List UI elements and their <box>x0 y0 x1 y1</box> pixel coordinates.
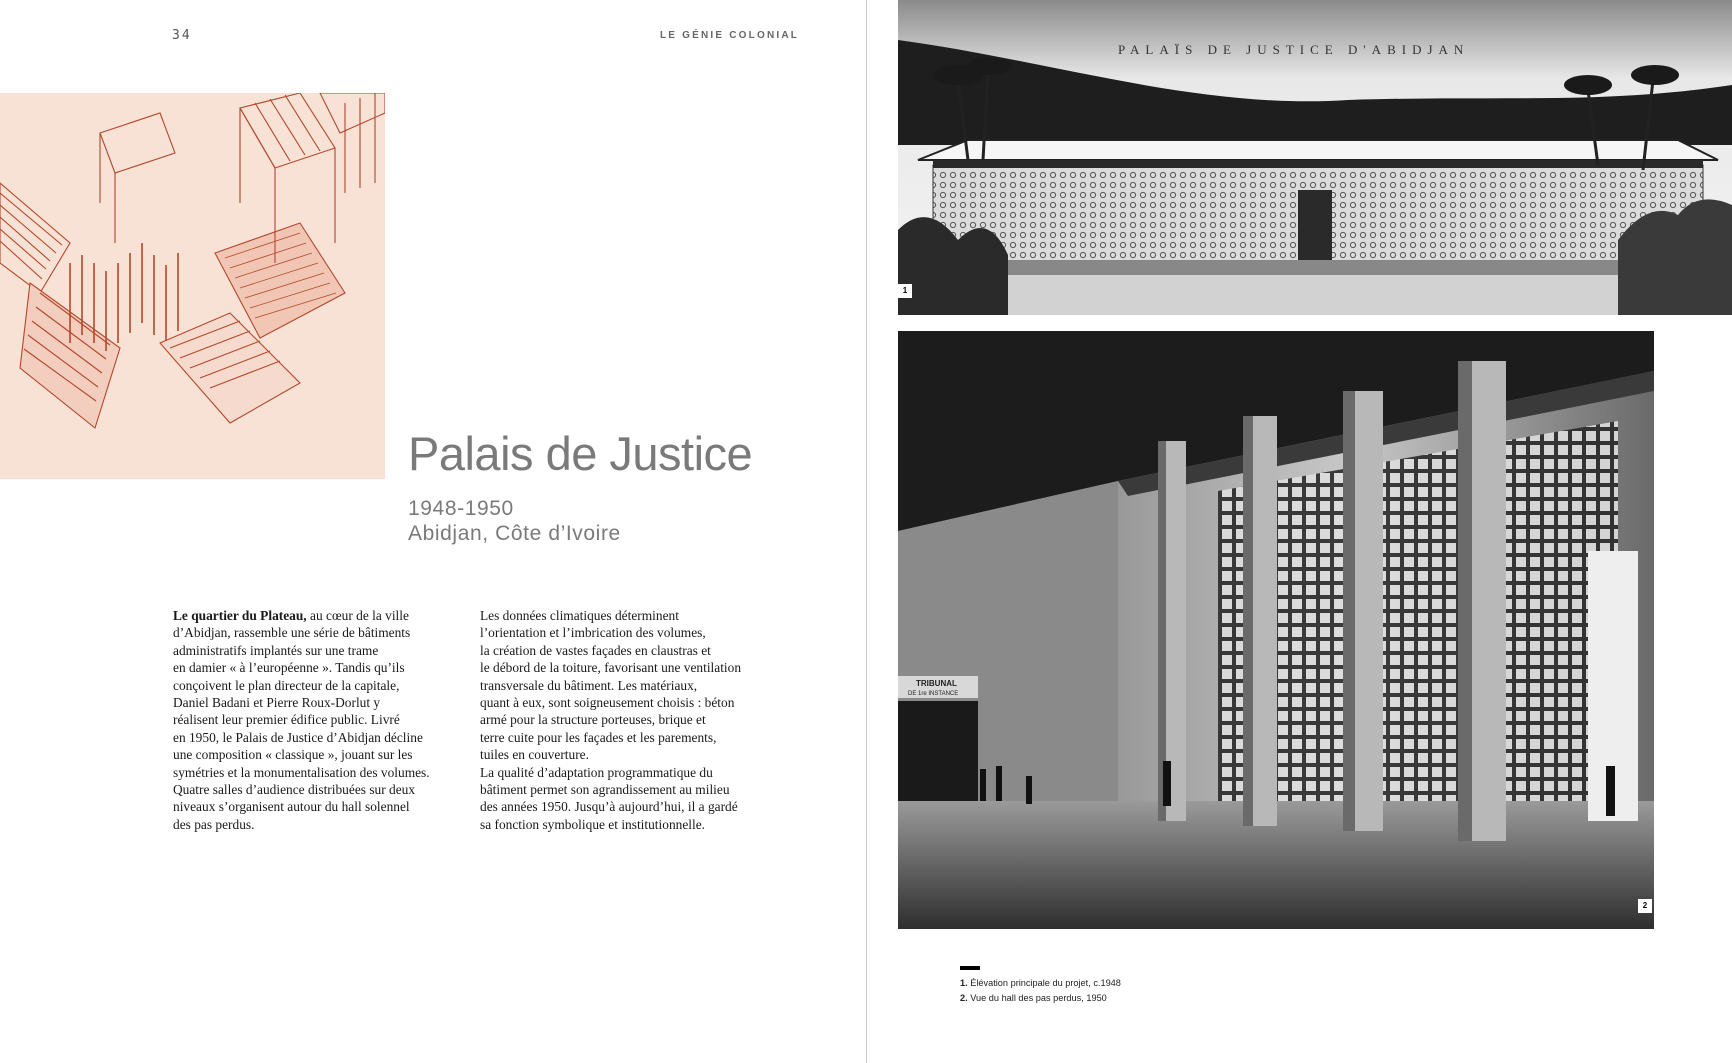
body-line: bâtiment permet son agrandissement au milieu <box>480 782 730 798</box>
figure-number: 1 <box>898 284 912 298</box>
spread-gutter <box>866 0 867 1063</box>
caption-text: Vue du hall des pas perdus, 1950 <box>970 993 1107 1003</box>
lead-in: Le quartier du Plateau, <box>173 608 307 623</box>
axonometric-drawing <box>0 93 385 479</box>
body-line-text: au cœur de la ville <box>306 608 409 623</box>
body-line: Quatre salles d’audience distribuées sur deux <box>173 782 416 798</box>
body-line: conçoivent le plan directeur de la capitale, <box>173 677 400 693</box>
body-line: des pas perdus. <box>173 816 255 832</box>
body-line <box>173 607 473 624</box>
body-line: quant à eux, sont soigneusement choisis : béton <box>480 695 735 711</box>
body-line: la création de vastes façades en claustras et <box>480 642 711 658</box>
caption-1 <box>960 978 1121 988</box>
caption-number: 1. <box>960 978 968 988</box>
body-line: armé pour la structure porteuses, brique et <box>480 712 706 728</box>
body-line: en 1950, le Palais de Justice d’Abidjan décline <box>173 729 423 745</box>
body-line: des années 1950. Jusqu’à aujourd’hui, il a gardé <box>480 799 738 815</box>
body-line: le débord de la toiture, favorisant une ventilation <box>480 660 742 676</box>
body-line: La qualité d’adaptation programmatique du <box>480 764 713 780</box>
caption-text: Élévation principale du projet, c.1948 <box>970 978 1121 988</box>
body-line: Daniel Badani et Pierre Roux-Dorlut y <box>173 695 381 711</box>
tribunal-sign-line2: DE 1re INSTANCE <box>908 691 959 697</box>
body-line: niveaux s’organisent autour du hall solennel <box>173 799 410 815</box>
caption-number: 2. <box>960 993 968 1003</box>
elevation-inscription: PALAÏS DE JUSTICE D'ABIDJAN <box>1118 42 1470 57</box>
body-line: administratifs implantés sur une trame <box>173 642 379 658</box>
body-line: terre cuite pour les façades et les parements, <box>480 729 717 745</box>
body-line: sa fonction symbolique et institutionnelle. <box>480 816 706 832</box>
figure-number: 2 <box>1638 899 1652 913</box>
body-line: tuiles en couverture. <box>480 747 589 763</box>
body-line: d’Abidjan, rassemble une série de bâtiments <box>173 625 411 641</box>
page-title: Palais de Justice <box>408 427 753 480</box>
page-number: 34 <box>172 28 192 43</box>
body-line: en damier « à l’européenne ». Tandis qu’ils <box>173 660 405 676</box>
caption-rule <box>960 966 980 970</box>
running-head: LE GÉNIE COLONIAL <box>660 30 800 41</box>
figure-hall-photo <box>898 331 1654 929</box>
tribunal-sign-line1: TRIBUNAL <box>916 679 957 688</box>
body-line: une composition « classique », jouant sur les <box>173 747 413 763</box>
body-line: transversale du bâtiment. Les matériaux, <box>480 677 698 693</box>
body-line: Les données climatiques déterminent <box>480 608 679 623</box>
body-line: symétries et la monumentalisation des volumes. <box>173 764 430 780</box>
body-line: l’orientation et l’imbrication des volumes, <box>480 625 706 641</box>
figure-elevation <box>898 0 1732 315</box>
project-location: Abidjan, Côte d’Ivoire <box>408 522 621 545</box>
caption-2 <box>960 993 1107 1003</box>
body-column-2 <box>480 607 780 833</box>
body-column-1 <box>173 607 473 833</box>
body-line: réalisent leur premier édifice public. Livré <box>173 712 400 728</box>
project-years: 1948-1950 <box>408 497 514 520</box>
